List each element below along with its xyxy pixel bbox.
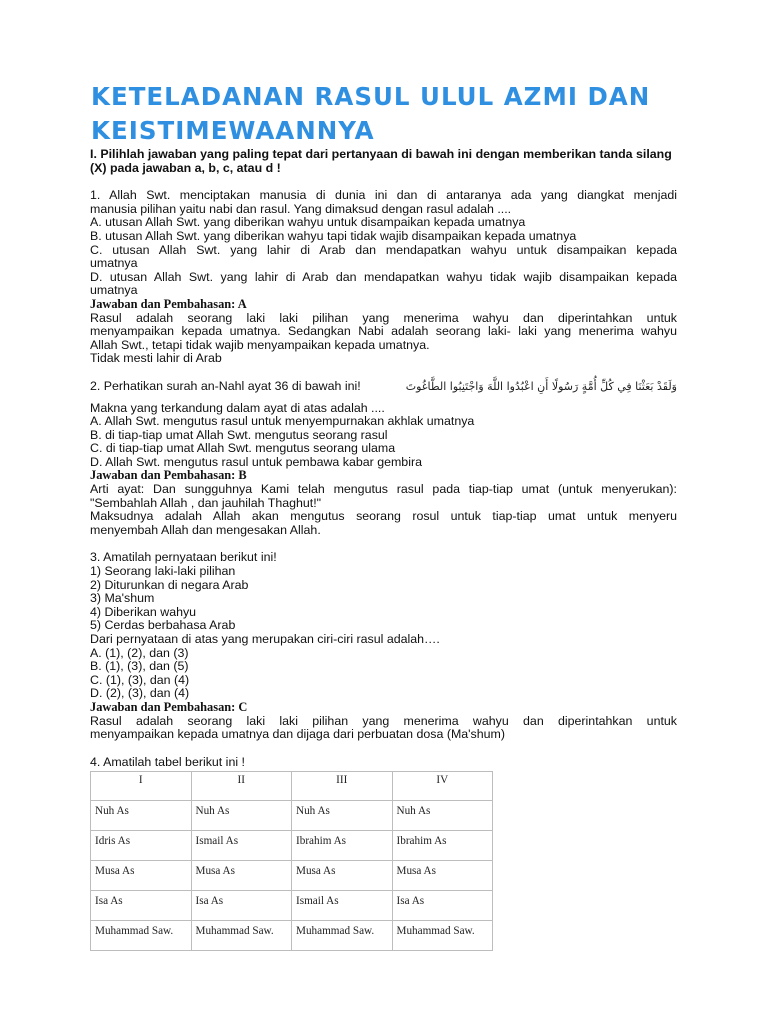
question-3-option-a: A. (1), (2), dan (3)	[90, 645, 189, 660]
table-header: I	[91, 772, 192, 801]
table-header: III	[292, 772, 393, 801]
question-3-explanation-line: Rasul adalah seorang laki laki pilihan yang menerima wahyu dan diperintahkan untuk	[90, 713, 677, 728]
table-cell: Nuh As	[392, 801, 493, 831]
table-cell: Ibrahim As	[392, 831, 493, 861]
table-cell: Musa As	[292, 861, 393, 891]
table-header: II	[191, 772, 292, 801]
table-cell: Isa As	[191, 891, 292, 921]
question-2-explanation-line: menyembah Allah dan mengesakan Allah.	[90, 522, 321, 537]
question-4-stem: 4. Amatilah tabel berikut ini !	[90, 754, 245, 769]
table-cell: Musa As	[91, 861, 192, 891]
question-1-explanation-line: Rasul adalah seorang laki laki pilihan yang menerima wahyu dan diperintahkan untuk	[90, 310, 677, 325]
question-1-explanation-line: Tidak mesti lahir di Arab	[90, 351, 222, 366]
instruction: I. Pilihlah jawaban yang paling tepat dari pertanyaan di bawah ini dengan memberikan tanda silang (X) pada jawaban a, b, c, atau d !	[90, 147, 672, 175]
question-1-option-c-cont: umatnya	[90, 256, 138, 271]
table-row	[91, 861, 493, 891]
statement-item: 1) Seorang laki-laki pilihan	[90, 564, 236, 579]
table-cell: Nuh As	[292, 801, 393, 831]
question-1	[90, 189, 677, 366]
question-1-option-d: D. utusan Allah Swt. yang lahir di Arab dan mendapatkan wahyu tidak wajib disampaikan kepada	[90, 269, 677, 284]
statement-item: 3) Ma'shum	[90, 591, 155, 606]
question-2-explanation-line: Arti ayat: Dan sungguhnya Kami telah mengutus rasul pada tiap-tiap umat (untuk menyerukan):	[90, 482, 677, 497]
table-cell: Muhammad Saw.	[91, 921, 192, 951]
table-cell: Isa As	[91, 891, 192, 921]
question-1-stem-line: manusia pilihan yaitu nabi dan rasul. Yang dimaksud dengan rasul adalah ....	[90, 201, 512, 216]
table-cell: Nuh As	[91, 801, 192, 831]
question-2-stem: 2. Perhatikan surah an-Nahl ayat 36 di bawah ini!	[90, 378, 361, 393]
question-3-stem: 3. Amatilah pernyataan berikut ini!	[90, 550, 277, 565]
question-3-option-d: D. (2), (3), dan (4)	[90, 686, 190, 701]
question-2-answer: Jawaban dan Pembahasan: B	[90, 468, 247, 483]
table-cell: Muhammad Saw.	[292, 921, 393, 951]
table-row	[91, 801, 493, 831]
question-3-answer: Jawaban dan Pembahasan: C	[90, 699, 248, 714]
table-header-row	[91, 772, 493, 801]
table-cell: Muhammad Saw.	[392, 921, 493, 951]
table-cell: Ismail As	[191, 831, 292, 861]
question-2-stem-row	[90, 380, 677, 394]
question-3-explanation-line: menyampaikan kepada umatnya dan dijaga dari perbuatan dosa (Ma'shum)	[90, 727, 505, 742]
statement-item: 2) Diturunkan di negara Arab	[90, 577, 249, 592]
question-3-option-c: C. (1), (3), dan (4)	[90, 672, 190, 687]
question-3	[90, 551, 677, 741]
table-cell: Ibrahim As	[292, 831, 393, 861]
question-2	[90, 380, 677, 538]
question-1-option-c: C. utusan Allah Swt. yang lahir di Arab dan mendapatkan wahyu untuk disampaikan kepada	[90, 242, 677, 257]
question-2-question: Makna yang terkandung dalam ayat di atas adalah ....	[90, 400, 385, 415]
question-1-answer: Jawaban dan Pembahasan: A	[90, 296, 247, 311]
question-1-explanation-line: menyampaikan kepada umatnya. Sedangkan Nabi adalah seorang laki- laki yang menerima wahyu	[90, 324, 677, 339]
table-cell: Idris As	[91, 831, 192, 861]
table-cell: Muhammad Saw.	[191, 921, 292, 951]
table-cell: Musa As	[191, 861, 292, 891]
table-cell: Nuh As	[191, 801, 292, 831]
table-cell: Ismail As	[292, 891, 393, 921]
page-title: KETELADANAN RASUL ULUL AZMI DAN KEISTIMEWAANNYA	[91, 82, 651, 145]
statement-item: 5) Cerdas berbahasa Arab	[90, 618, 236, 633]
question-2-option-b: B. di tiap-tiap umat Allah Swt. mengutus seorang rasul	[90, 427, 388, 442]
document-body	[90, 148, 677, 951]
question-4	[90, 756, 677, 952]
table-row	[91, 831, 493, 861]
table-cell: Musa As	[392, 861, 493, 891]
question-1-option-b: B. utusan Allah Swt. yang diberikan wahyu tapi tidak wajib disampaikan kepada umatnya	[90, 228, 577, 243]
question-2-option-c: C. di tiap-tiap umat Allah Swt. mengutus seorang ulama	[90, 441, 396, 456]
question-3-option-b: B. (1), (3), dan (5)	[90, 659, 189, 674]
prophets-table	[90, 771, 493, 951]
table-row	[91, 921, 493, 951]
question-1-stem-line: 1. Allah Swt. menciptakan manusia di dunia ini dan di antaranya ada yang diangkat menjadi	[90, 188, 677, 203]
question-3-question: Dari pernyataan di atas yang merupakan ciri-ciri rasul adalah….	[90, 632, 440, 646]
question-2-option-a: A. Allah Swt. mengutus rasul untuk menyempurnakan akhlak umatnya	[90, 414, 475, 429]
question-1-explanation-line: Allah Swt., tetapi tidak wajib menyampaikan kepada umatnya.	[90, 337, 430, 352]
question-1-option-d-cont: umatnya	[90, 283, 138, 298]
statement-item: 4) Diberikan wahyu	[90, 604, 197, 619]
question-2-explanation-line: Maksudnya adalah Allah akan mengutus seorang rosul untuk tiap-tiap umat untuk menyeru	[90, 509, 677, 524]
question-2-explanation-line: "Sembahlah Allah , dan jauhilah Thaghut!"	[90, 495, 322, 510]
quran-verse: وَلَقَدْ بَعَثْنَا فِي كُلِّ أُمَّةٍ رَسُولًا أَنِ اعْبُدُوا اللَّهَ وَاجْتَنِبُوا الطَّاغُوتَ	[405, 379, 677, 393]
question-1-option-a: A. utusan Allah Swt. yang diberikan wahyu untuk disampaikan kepada umatnya	[90, 215, 526, 230]
question-2-option-d: D. Allah Swt. mengutus rasul untuk pembawa kabar gembira	[90, 454, 422, 469]
table-cell: Isa As	[392, 891, 493, 921]
table-row	[91, 891, 493, 921]
table-header: IV	[392, 772, 493, 801]
